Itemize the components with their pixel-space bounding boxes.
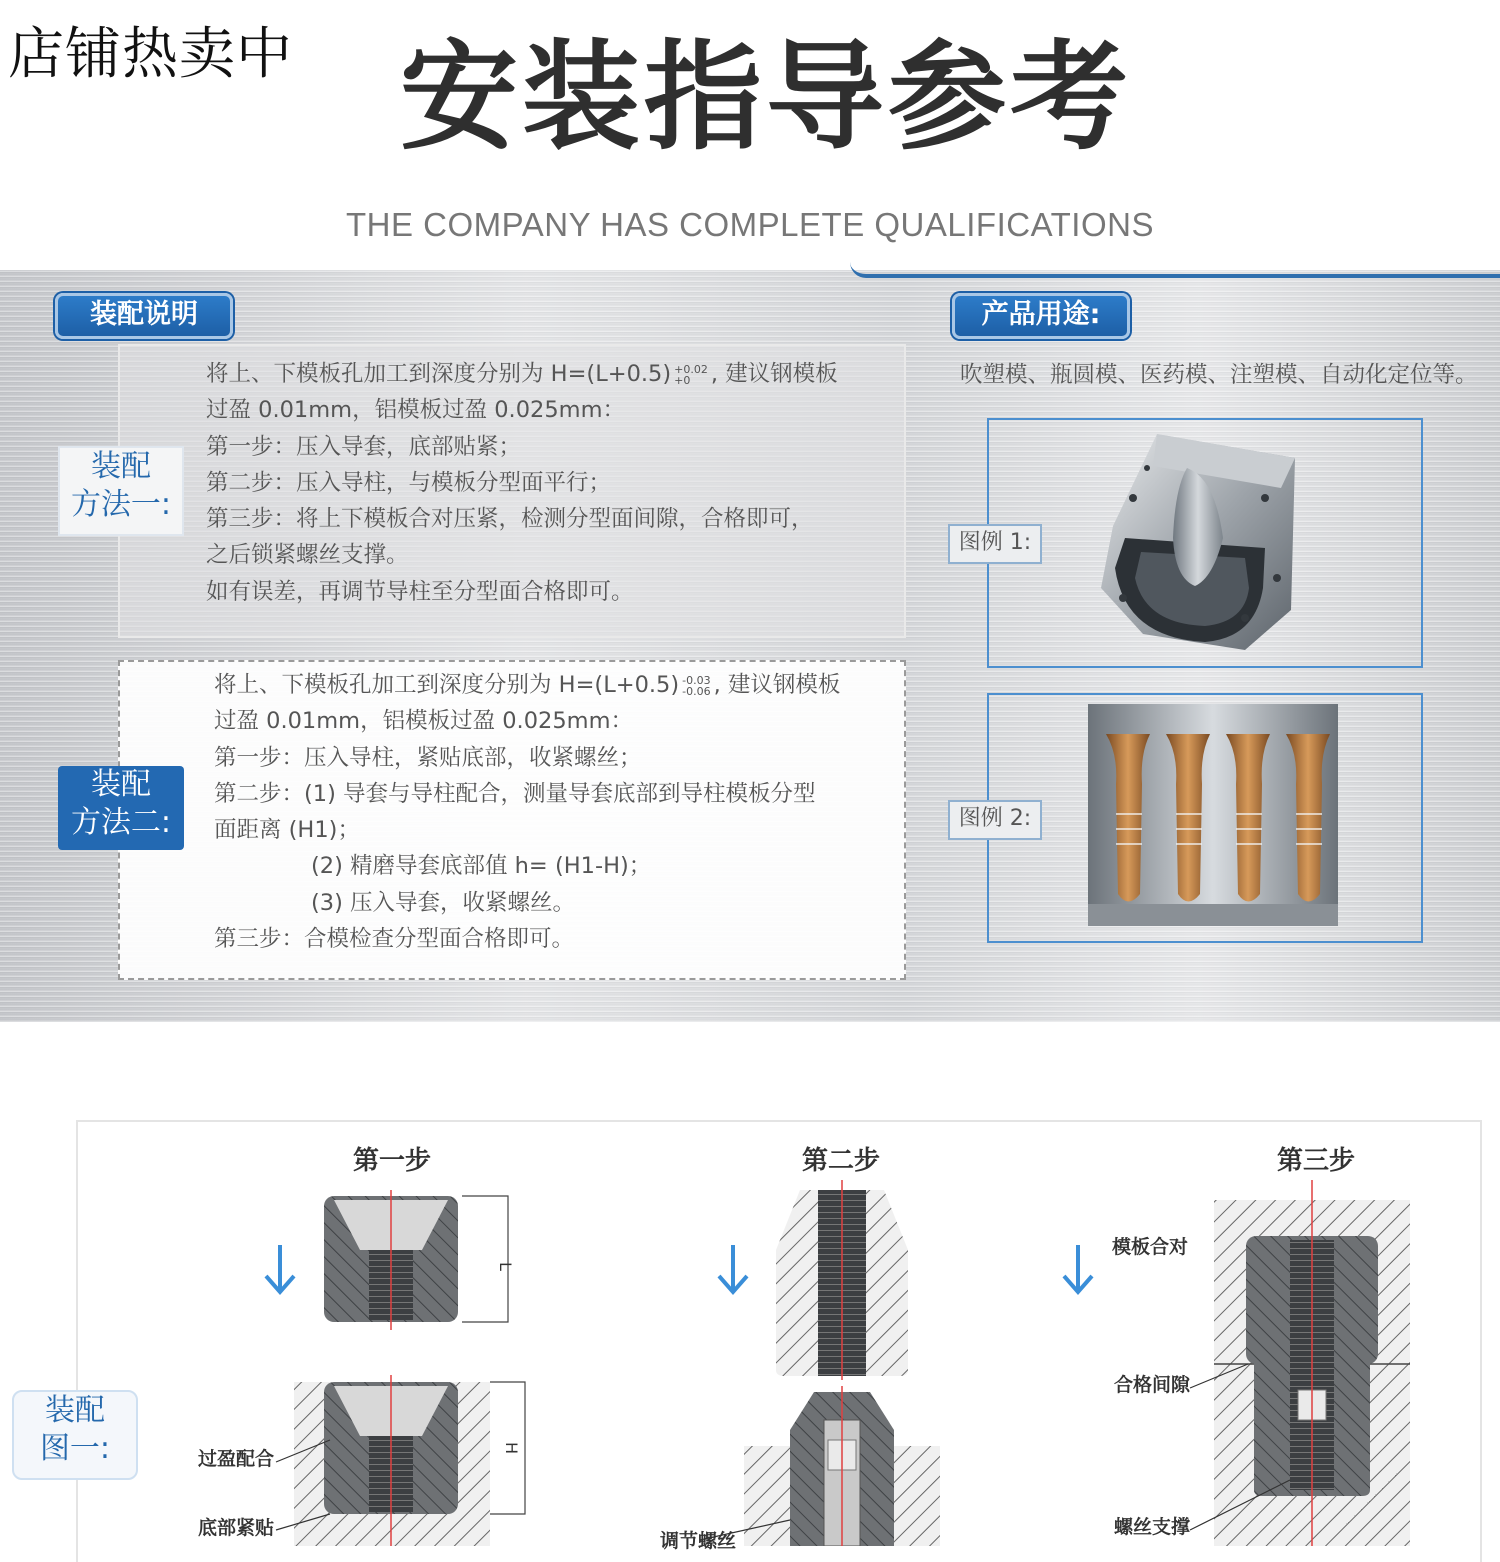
assembly-diagram-drawing (0, 1180, 1500, 1546)
method2-line1: 将上、下模板孔加工到深度分别为 H=(L+0.5) -0.03 -0.06 , 建议钢模板 (214, 672, 841, 698)
store-badge: 店铺热卖中 (8, 22, 293, 87)
bottle-mold-image (1088, 704, 1338, 926)
method1-line6: 之后锁紧螺丝支撑。 (206, 542, 409, 569)
dim-H-text: H (502, 1442, 521, 1455)
step1-bushing (324, 1190, 508, 1330)
tolerance: +0.02 +0 (674, 362, 708, 387)
method2-label-line1: 装配 (91, 767, 151, 802)
method2-label-line2: 方法二: (70, 805, 172, 840)
annotation-interference-fit: 过盈配合 (198, 1448, 275, 1470)
method2-text (214, 667, 840, 957)
method1-line2: 过盈 0.01mm，铝模板过盈 0.025mm： (206, 397, 625, 424)
step3-assembled-plates (1190, 1180, 1410, 1546)
method1-line7: 如有误差，再调节导柱至分型面合格即可。 (206, 578, 634, 605)
step1-plate-assembly (276, 1375, 525, 1546)
step2-guide-pillar (776, 1180, 908, 1380)
method2-line7: (3) 压入导套，收紧螺丝。 (311, 889, 576, 916)
method2-line2: 过盈 0.01mm，铝模板过盈 0.025mm： (214, 708, 633, 735)
page-subtitle: THE COMPANY HAS COMPLETE QUALIFICATIONS (346, 206, 1154, 243)
annotation-screw-support: 螺丝支撑 (1114, 1516, 1191, 1538)
method2-line6: (2) 精磨导套底部值 h= (H1-H)； (311, 853, 652, 880)
figure1-label: 图例 1: (948, 524, 1042, 564)
step1-title: 第一步 (353, 1146, 432, 1176)
step2-pillar-plate (700, 1386, 940, 1546)
usage-text: 吹塑模、瓶圆模、医药模、注塑模、自动化定位等。 (960, 362, 1478, 388)
figure2-label: 图例 2: (948, 800, 1042, 840)
step3-title: 第三步 (1277, 1146, 1356, 1176)
diagram-label-line2: 图一: (39, 1431, 111, 1466)
dim-L: L (496, 1262, 515, 1271)
page-title: 安装指导参考 (400, 28, 1133, 166)
diagram-label-line1: 装配 (45, 1393, 105, 1428)
step2-title: 第二步 (802, 1146, 881, 1176)
method1-label-line2: 方法一: (70, 487, 172, 522)
annotation-qualified-gap: 合格间隙 (1114, 1374, 1191, 1396)
annotation-bottom-contact: 底部紧贴 (198, 1517, 275, 1539)
method1-line3: 第一步：压入导套，底部贴紧； (206, 433, 522, 460)
method2-line4: 第二步：(1) 导套与导柱配合，测量导套底部到导柱模板分型 (214, 780, 816, 807)
method2-line5: 面距离 (H1)； (214, 817, 360, 844)
method2-line3: 第一步：压入导柱，紧贴底部，收紧螺丝； (214, 744, 642, 771)
product-usage-tag: 产品用途: (952, 293, 1130, 339)
method1-line5: 第三步：将上下模板合对压紧，检测分型面间隙，合格即可， (206, 506, 814, 533)
annotation-plate-align: 模板合对 (1112, 1236, 1189, 1258)
method1-label (58, 446, 184, 536)
method1-line1: 将上、下模板孔加工到深度分别为 H=(L+0.5) +0.02 +0 , 建议钢模板 (206, 361, 838, 387)
mold-block-image (1095, 428, 1300, 656)
method1-line4: 第二步：压入导柱，与模板分型面平行； (206, 469, 612, 496)
tolerance: -0.03 -0.06 (682, 673, 711, 698)
method1-text (206, 356, 838, 610)
method2-line8: 第三步：合模检查分型面合格即可。 (214, 926, 575, 953)
assembly-instructions-tag: 装配说明 (55, 293, 233, 339)
panel-accent-line (850, 262, 1500, 278)
method2-label (58, 766, 184, 850)
annotation-adjust-screw: 调节螺丝 (660, 1530, 737, 1552)
method1-label-line1: 装配 (91, 449, 151, 484)
